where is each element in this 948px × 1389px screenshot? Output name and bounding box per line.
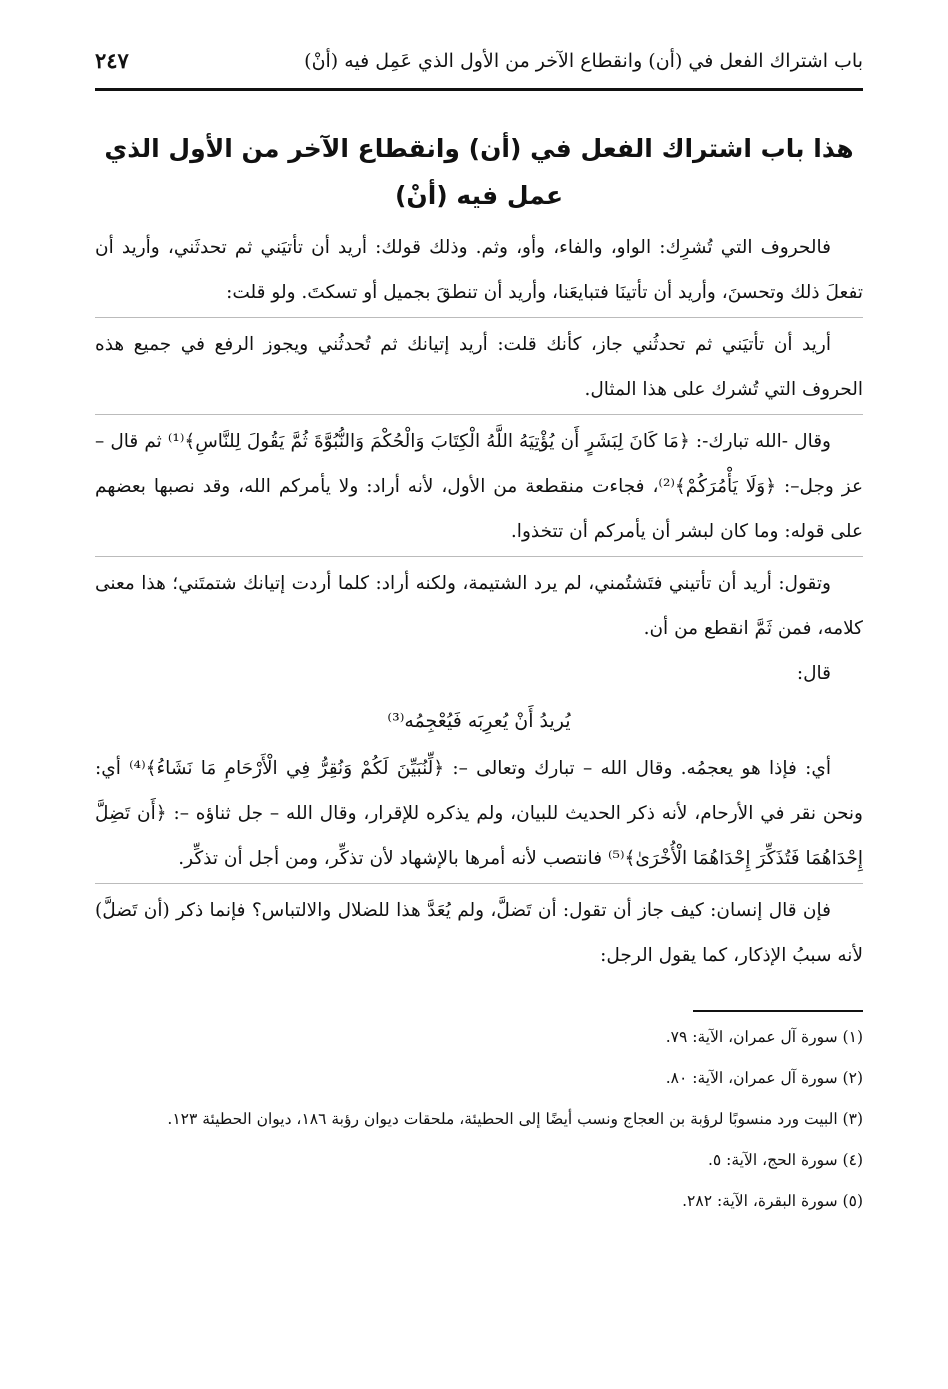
chapter-title (95, 125, 863, 219)
body-text (95, 225, 863, 978)
running-title: باب اشتراك الفعل في (أن) وانقطاع الآخر من الأول الذي عَمِل فيه (أنْ) (304, 50, 863, 72)
page-number: ٢٤٧ (95, 48, 129, 73)
paragraph: فالحروف التي تُشرِك: الواو، والفاء، وأو، وثم. وذلك قولك: أريد أن تأتيَني ثم تحدثَني، وأريد أن تفعلَ ذلك وتحسنَ، وأريد أن تأتينَا فتبايعَنا، وأريد أن تنطقَ بجميل أو تسكتَ. ولو قلت: (95, 225, 863, 318)
footnote: (١) سورة آل عمران، الآية: ٧٩. (665, 1028, 863, 1046)
footnotes (95, 1022, 863, 1217)
footnote: (٤) سورة الحج، الآية: ٥. (707, 1151, 863, 1169)
footnote: (٥) سورة البقرة، الآية: ٢٨٢. (682, 1192, 863, 1210)
running-header (95, 40, 863, 91)
chapter-title-line-1: هذا باب اشتراك الفعل في (أن) وانقطاع الآخر من الأول الذي (104, 134, 854, 163)
verse-intro: قال: (796, 663, 831, 684)
paragraph: فإن قال إنسان: كيف جاز أن تقول: أن تَضلَّ، ولم يُعَدَّ هذا للضلال والالتباس؟ فإنما ذكر (أن تَضلَّ) لأنه سببُ الإذكار، كما يقول الرجل: (95, 900, 863, 966)
paragraph: أي: فإذا هو يعجمُه. وقال الله – تبارك وتعالى –: ﴿لِّنُبَيِّنَ لَكُمْ وَنُقِرُّ فِي الْأَرْحَامِ مَا نَشَاءُ﴾⁽⁴⁾ أي: ونحن نقر في الأرحام، لأنه ذكر الحديث للبيان، ولم يذكره للإقرار، وقال الله – جل ثناؤه –: ﴿أَن تَضِلَّ إِحْدَاهُمَا فَتُذَكِّرَ إِحْدَاهُمَا الْأُخْرَىٰ﴾⁽⁵⁾ فانتصب لأنه أمرها بالإشهاد لأن تذكِّر، ومن أجل أن تذكِّر. (95, 746, 863, 884)
chapter-title-line-2: عمل فيه (أنْ) (394, 181, 564, 210)
footnote: (٢) سورة آل عمران، الآية: ٨٠. (665, 1069, 863, 1087)
poetry-verse: يُريدُ أَنْ يُعرِبَه فَيُعْجِمُه⁽³⁾ (387, 710, 571, 732)
footnote-separator (693, 1010, 863, 1012)
paragraph: وقال -الله تبارك-: ﴿مَا كَانَ لِبَشَرٍ أَن يُؤْتِيَهُ اللَّهُ الْكِتَابَ وَالْحُكْمَ وَالنُّبُوَّةَ ثُمَّ يَقُولَ لِلنَّاسِ﴾⁽¹⁾ ثم قال – عز وجل–: ﴿وَلَا يَأْمُرَكُمْ﴾⁽²⁾، فجاءت منقطعة من الأول، لأنه أراد: ولا يأمركم الله، وقد نصبها بعضهم على قوله: وما كان لبشر أن يأمركم أن تتخذوا. (95, 419, 863, 557)
paragraph: أريد أن تأتيَني ثم تحدثُني جاز، كأنك قلت: أريد إتيانك ثم تُحدثُني ويجوز الرفع في جميع هذه الحروف التي تُشرك على هذا المثال. (95, 322, 863, 415)
book-page (95, 40, 863, 1360)
paragraph: وتقول: أريد أن تأتيني فتَشتُمني، لم يرد الشتيمة، ولكنه أراد: كلما أردت إتيانك شتمتَني؛ هذا معنى كلامه، فمن ثَمَّ انقطع من أن. (95, 573, 863, 639)
footnote: (٣) البيت ورد منسوبًا لرؤبة بن العجاج ونسب أيضًا إلى الحطيئة، ملحقات ديوان رؤبة ١٨٦، ديوان الحطيئة ١٢٣. (167, 1110, 863, 1128)
